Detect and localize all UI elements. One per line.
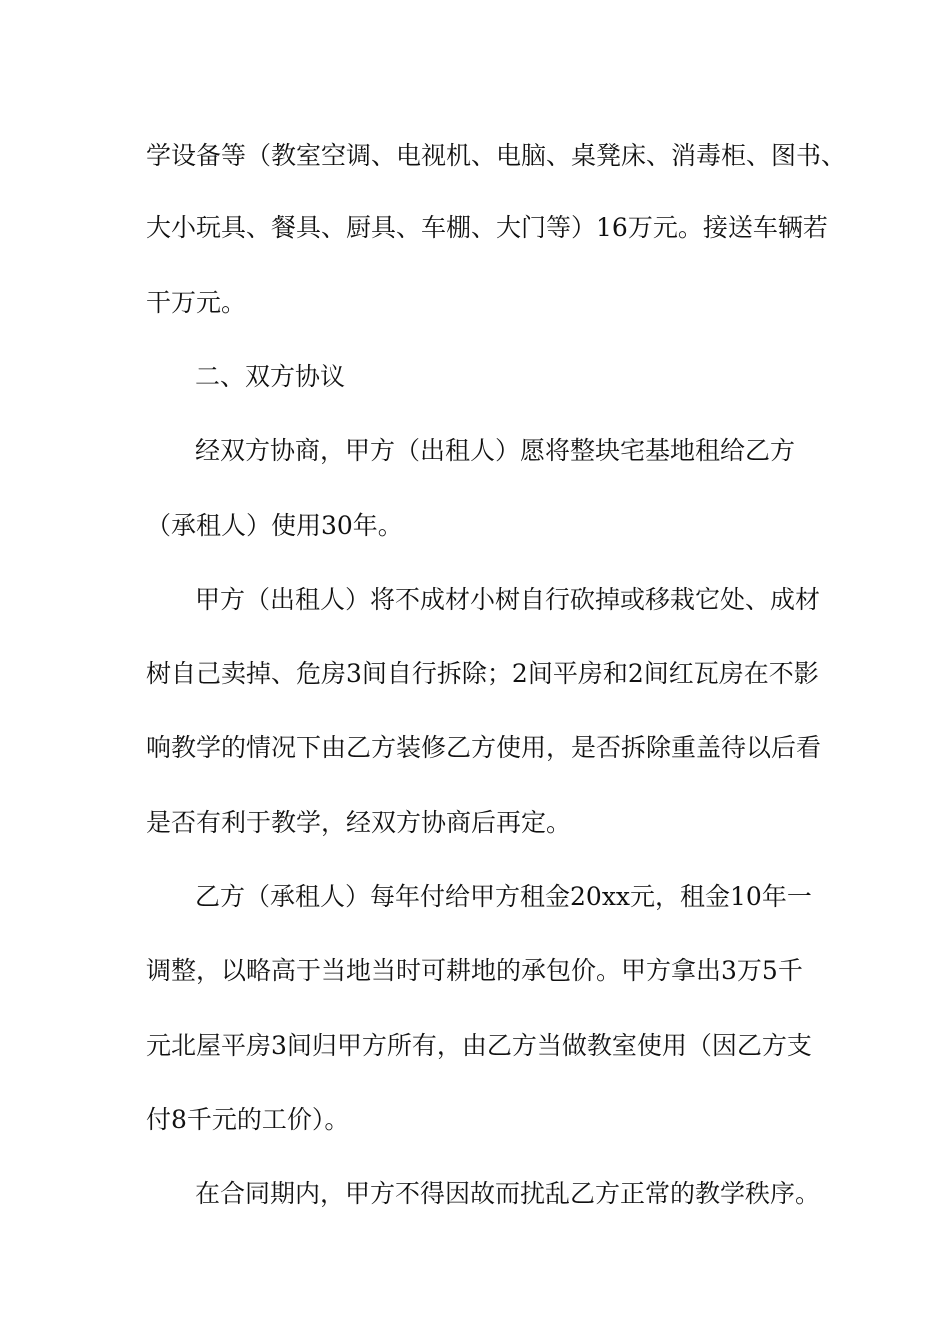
paragraph-line: （承租人）使用30年。	[146, 511, 403, 540]
paragraph-line: 响教学的情况下由乙方装修乙方使用，是否拆除重盖待以后看	[146, 733, 822, 762]
paragraph-line: 干万元。	[146, 288, 247, 317]
paragraph-line: 在合同期内，甲方不得因故而扰乱乙方正常的教学秩序。	[195, 1179, 821, 1208]
paragraph-line: 大小玩具、餐具、厨具、车棚、大门等）16万元。接送车辆若	[146, 213, 828, 242]
paragraph-line: 树自己卖掉、危房3间自行拆除；2间平房和2间红瓦房在不影	[146, 659, 819, 688]
paragraph-line: 调整，以略高于当地当时可耕地的承包价。甲方拿出3万5千	[146, 956, 803, 985]
paragraph-line: 付8千元的工价）。	[146, 1105, 350, 1134]
paragraph-line: 甲方（出租人）将不成材小树自行砍掉或移栽它处、成材	[195, 585, 821, 614]
section-heading: 二、双方协议	[195, 362, 346, 391]
paragraph-line: 经双方协商，甲方（出租人）愿将整块宅基地租给乙方	[195, 436, 796, 465]
paragraph-line: 乙方（承租人）每年付给甲方租金20xx元，租金10年一	[195, 882, 812, 911]
paragraph-line: 学设备等（教室空调、电视机、电脑、桌凳床、消毒柜、图书、	[146, 141, 847, 170]
paragraph-line: 元北屋平房3间归甲方所有，由乙方当做教室使用（因乙方支	[146, 1031, 812, 1060]
paragraph-line: 是否有利于教学，经双方协商后再定。	[146, 808, 572, 837]
